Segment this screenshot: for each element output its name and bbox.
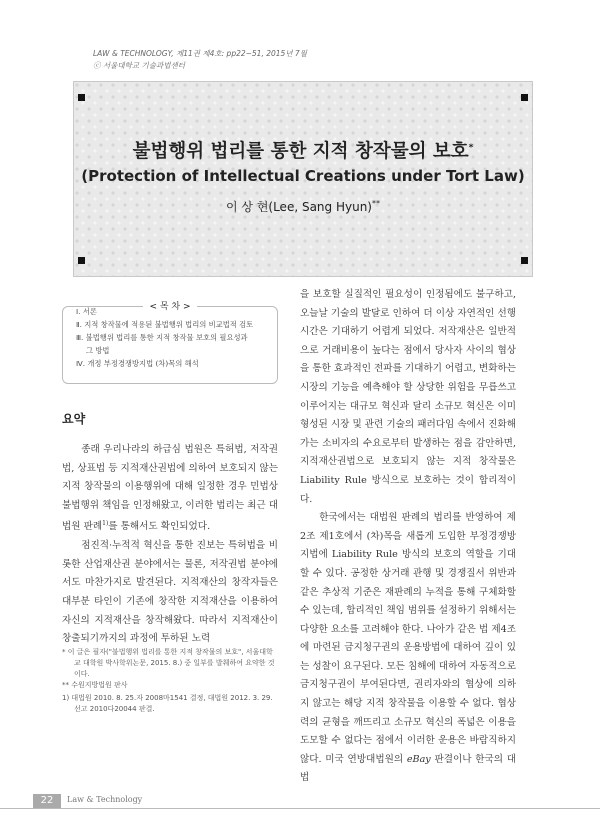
paragraph-text: 판결이나 한국의 대법	[300, 753, 516, 784]
article-title-english: (Protection of Intellectual Creations under Tort Law)	[81, 167, 525, 185]
footnotes	[62, 647, 278, 715]
journal-citation: LAW & TECHNOLOGY, 제11권 제4호: pp22~51, 2015년 7월	[93, 49, 307, 58]
abstract-right-column	[300, 286, 516, 788]
table-of-contents	[62, 299, 278, 385]
toc-title-text: < 목 차 >	[143, 302, 196, 312]
corner-mark-icon	[521, 257, 528, 264]
footnote-item: * 이 글은 필자("불법행위 법리를 통한 지적 창작물의 보호", 서울대학교 대학원 박사학위논문, 2015. 8.) 중 일부를 발췌하여 요약한 것이다.	[62, 648, 275, 678]
toc-list	[76, 305, 338, 370]
footnote-item: 1) 대법원 2010. 8. 25.자 2008마1541 결정, 대법원 2012. 3. 29. 선고 2010다20044 판결.	[62, 694, 273, 713]
toc-item: 그 방법	[86, 346, 110, 355]
publisher-line: ⓒ 서울대학교 기술과법센터	[93, 61, 185, 70]
ebay-term: eBay	[406, 753, 431, 765]
toc-item: Ⅰ. 서론	[76, 307, 97, 316]
corner-mark-icon	[521, 94, 528, 101]
footnote-item: ** 수원지방법원 판사	[62, 681, 128, 689]
article-title-korean	[73, 137, 533, 163]
toc-item: Ⅲ. 불법행위 법리를 통한 지적 창작물 보호의 필요성과	[76, 333, 248, 342]
abstract-paragraph: 점진적·누적적 혁신을 통한 진보는 특허법을 비롯한 산업재산권 분야에서는 물론, 저작권법 분야에서도 마찬가지로 발견된다. 지적재산의 창작자들은 대부분 타인이 기존에 창작한 지적재산을 이용하여 자신의 지적재산을 창작해왔다. 따라서 지적재산이 창출되기까지의 과정에 투하된 노력	[62, 540, 278, 645]
paragraph-text: 종래 우리나라의 하급심 법원은 특허법, 저작권법, 상표법 등 지적재산권법에 의하여 보호되지 않는 지적 창작물의 이용행위에 대해 일정한 경우 민법상 불법행위 책임을 인정해왔고, 이러한 법리는 최근 대법원 판례	[62, 444, 278, 533]
paragraph-text: 한국에서는 대법원 판례의 법리를 반영하여 제2조 제1호에서 (차)목을 새롭게 도입한 부정경쟁방지법에 Liability Rule 방식의 보호의 역할을 기대할 수 있다. 공정한 상거래 관행 및 경쟁질서 위반과 같은 추상적 기준은 재판례의 누적을 통해 구체화할 수 있는데, 합리적인 책임 범위를 설정하기 위해서는 다양한 요소를 고려해야 한다. 나아가 같은 법 제4조에 마련된 금지청구권의 운용방법에 대하여 깊이 있는 성찰이 요구된다. 모든 침해에 대하여 자동적으로 금지청구권이 부여된다면, 권리자와의 협상에 의하지 않고는 해당 지적 창작물을 이용할 수 없다. 협상력의 균형을 깨뜨리고 소규모 혁신의 폭넓은 이용을 도모할 수 없다는 점에서 이러한 운용은 바람직하지 않다. 미국 연방대법원의	[300, 512, 516, 765]
title-banner	[73, 81, 533, 277]
corner-mark-icon	[78, 257, 85, 264]
abstract-paragraph	[300, 509, 516, 788]
footnote-ref: 1)	[102, 520, 109, 528]
author-line	[73, 198, 533, 215]
running-title: Law & Technology	[67, 795, 143, 804]
journal-header	[93, 48, 307, 72]
author-name: 이 상 현(Lee, Sang Hyun)	[226, 200, 372, 214]
title-korean-text: 불법행위 법리를 통한 지적 창작물의 보호	[132, 141, 469, 162]
page-number: 22	[33, 794, 61, 808]
abstract-heading: 요약	[62, 412, 86, 426]
toc-item: Ⅱ. 지적 창작물에 적용된 불법행위 법리의 비교법적 검토	[76, 320, 254, 329]
corner-mark-icon	[78, 94, 85, 101]
title-footnote-mark: *	[468, 142, 474, 153]
abstract-paragraph: 을 보호할 실질적인 필요성이 인정됨에도 불구하고, 오늘날 기술의 발달로 인하여 더 이상 자연적인 선행 시간은 기대하기 어렵게 되었다. 저작재산은 일반적으로 거래비용이 높다는 점에서 당사자 사이의 협상을 통한 효과적인 전파를 기대하기 어렵고, 변화하는 시장의 기능을 예측해야 할 상당한 위험을 무릅쓰고 이루어지는 대규모 혁신과 달리 소규모 혁신은 이미 형성된 시장 및 관련 기술의 패러다임 속에서 진화해가는 소비자의 수요로부터 발생하는 점을 감안하면, 지적재산권법으로 보호되지 않는 지적 창작물은 Liability Rule 방식으로 보호하는 것이 합리적이다.	[300, 289, 516, 505]
footer-divider	[0, 808, 600, 809]
abstract-paragraph	[62, 441, 278, 537]
paragraph-text: 를 통해서도 확인되었다.	[108, 521, 211, 533]
author-footnote-mark: **	[371, 199, 380, 208]
toc-item: Ⅳ. 개정 부정경쟁방지법 (차)목의 해석	[76, 359, 199, 368]
abstract-left-column	[62, 441, 278, 649]
